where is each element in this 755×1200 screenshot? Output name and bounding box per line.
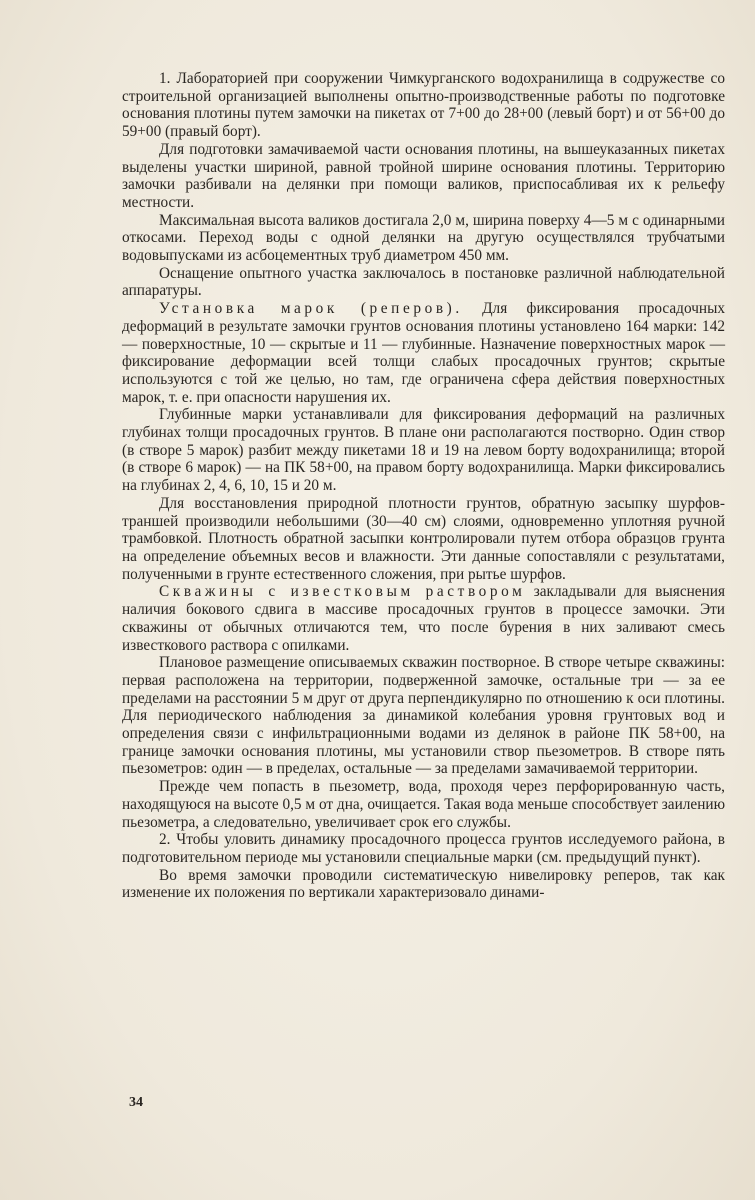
body-text: [122, 70, 725, 902]
paragraph: [122, 141, 725, 212]
paragraph: [122, 495, 725, 584]
paragraph-text: 2. Чтобы уловить динамику просадочного процесса грунтов исследуемого района, в подготовительном периоде мы установили специальные марки (см. предыдущий пункт).: [122, 831, 725, 866]
paragraph: [122, 406, 725, 495]
page-number: 34: [129, 1095, 143, 1110]
paragraph-text: Прежде чем попасть в пьезометр, вода, проходя через перфорированную часть, находящуюся на высоте 0,5 м от дна, очищается. Такая вода меньше способствует заилению пьезометра, а следовательно, увеличивает срок его службы.: [122, 778, 725, 831]
paragraph-text: Для подготовки замачиваемой части основания плотины, на вышеуказанных пикетах выделены участки шириной, равной тройной ширине основания плотины. Территорию замочки разбивали на делянки при помощи валиков, приспосабливая их к рельефу местности.: [122, 140, 725, 211]
spaced-lead: Установка марок (реперов).: [159, 300, 463, 318]
paragraph-text: Максимальная высота валиков достигала 2,0 м, ширина поверху 4—5 м с одинарными откосами. Переход воды с одной делянки на другую осуществлялся трубчатыми водовыпусками из асбоцементных труб диаметром 450 мм.: [122, 211, 725, 265]
paragraph: [122, 867, 725, 902]
paragraph: [122, 212, 725, 265]
paragraph-text: Плановое размещение описываемых скважин постворное. В створе четыре скважины: первая расположена на территории, подверженной замочке, остальные три — за ее пределами на расстоянии 5 м друг от друга перпендикулярно по отношению к оси плотины. Для периодического наблюдения за динамикой колебания уровня грунтовых вод и определения связи с инфильтрационными водами из делянок в районе ПК 58+00, на границе замочки основания плотины, мы установили створ пьезометров. В створе пять пьезометров: один — в пределах, остальные — за пределами замачиваемой территории.: [122, 654, 725, 778]
paragraph: [122, 778, 725, 831]
paragraph: [122, 654, 725, 778]
paragraph-text: закладывали для выяснения наличия бокового сдвига в массиве просадочных грунтов в процессе замочки. Эти скважины от обычных отличаются тем, что после бурения в них заливают смесь известкового раствора с опилками.: [122, 583, 725, 654]
paragraph-text: Во время замочки проводили систематическую нивелировку реперов, так как изменение их положения по вертикали характеризовало динами-: [122, 866, 725, 902]
paragraph: [122, 300, 725, 406]
paragraph-text: 1. Лабораторией при сооружении Чимкурганского водохранилища в содружестве со строительной организацией выполнены опытно-производственные работы по подготовке основания плотины путем замочки на пикетах от 7+00 до 28+00 (левый борт) и от 56+00 до 59+00 (правый борт).: [122, 70, 725, 141]
paragraph: [122, 583, 725, 654]
paragraph-text: Оснащение опытного участка заключалось в постановке различной наблюдательной аппаратуры.: [122, 264, 725, 300]
spaced-lead: Скважины с известковым раствором: [159, 583, 526, 601]
paragraph-text: Для восстановления природной плотности грунтов, обратную засыпку шурфов-траншей производили небольшими (30—40 см) слоями, одновременно уплотняя ручной трамбовкой. Плотность обратной засыпки контролировали путем отбора образцов грунта на определение объемных весов и влажности. Эти данные сопоставляли с результатами, полученными в грунте естественного сложения, при рытье шурфов.: [122, 494, 725, 583]
paragraph: [122, 265, 725, 300]
paragraph-text: Глубинные марки устанавливали для фиксирования деформаций на различных глубинах толщи просадочных грунтов. В плане они располагаются постворно. Один створ (в створе 5 марок) разбит между пикетами 18 и 19 на левом борту водохранилища; второй (в створе 6 марок) — на ПК 58+00, на правом борту водохранилища. Марки фиксировались на глубинах 2, 4, 6, 10, 15 и 20 м.: [122, 406, 725, 495]
paragraph-text: Для фиксирования просадочных деформаций в результате замочки грунтов основания плотины установлено 164 марки: 142 — поверхностные, 10 — скрытые и 11 — глубинные. Назначение поверхностных марок — фиксирование деформации всей толщи слабых просадочных грунтов; скрытые используются с той же целью, но там, где ограничена сфера действия поверхностных марок, т. е. при опасности нарушения их.: [122, 300, 726, 406]
paragraph: [122, 831, 725, 866]
paragraph: [122, 70, 725, 141]
